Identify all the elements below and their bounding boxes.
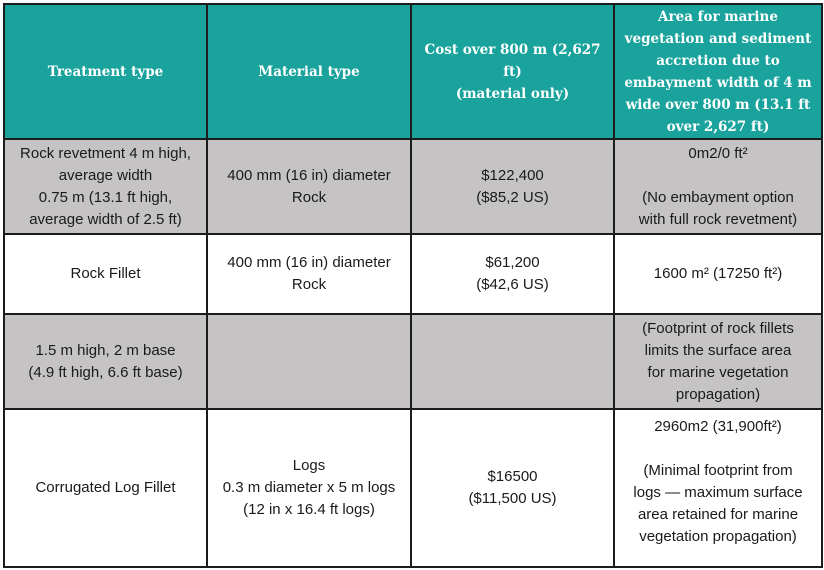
header-material-type: Material type xyxy=(207,4,411,139)
treatment-comparison-table xyxy=(3,3,823,568)
table-row xyxy=(4,314,822,409)
cell-treatment: Corrugated Log Fillet xyxy=(4,409,207,567)
cell-treatment: Rock Fillet xyxy=(4,234,207,314)
cell-area: (Footprint of rock fillets limits the surface area for marine vegetation propagation) xyxy=(614,314,822,409)
header-treatment-type: Treatment type xyxy=(4,4,207,139)
cell-material xyxy=(207,314,411,409)
cell-treatment: Rock revetment 4 m high, average width 0.75 m (13.1 ft high, average width of 2.5 ft) xyxy=(4,139,207,234)
cell-material: 400 mm (16 in) diameter Rock xyxy=(207,139,411,234)
table-row xyxy=(4,409,822,567)
cell-material: Logs 0.3 m diameter x 5 m logs (12 in x 16.4 ft logs) xyxy=(207,409,411,567)
cell-treatment: 1.5 m high, 2 m base (4.9 ft high, 6.6 ft base) xyxy=(4,314,207,409)
cell-area: 1600 m² (17250 ft²) xyxy=(614,234,822,314)
cell-cost: $61,200 ($42,6 US) xyxy=(411,234,614,314)
header-area: Area for marine vegetation and sediment accretion due to embayment width of 4 m wide over 800 m (13.1 ft over 2,627 ft) xyxy=(614,4,822,139)
table-row xyxy=(4,139,822,234)
cell-area: 2960m2 (31,900ft²) (Minimal footprint from logs — maximum surface area retained for marine vegetation propagation) xyxy=(614,409,822,567)
cell-area: 0m2/0 ft² (No embayment option with full rock revetment) xyxy=(614,139,822,234)
cell-cost: $122,400 ($85,2 US) xyxy=(411,139,614,234)
header-cost: Cost over 800 m (2,627 ft) (material only) xyxy=(411,4,614,139)
cell-cost: $16500 ($11,500 US) xyxy=(411,409,614,567)
table-header-row xyxy=(4,4,822,139)
table-row xyxy=(4,234,822,314)
cell-cost xyxy=(411,314,614,409)
cell-material: 400 mm (16 in) diameter Rock xyxy=(207,234,411,314)
